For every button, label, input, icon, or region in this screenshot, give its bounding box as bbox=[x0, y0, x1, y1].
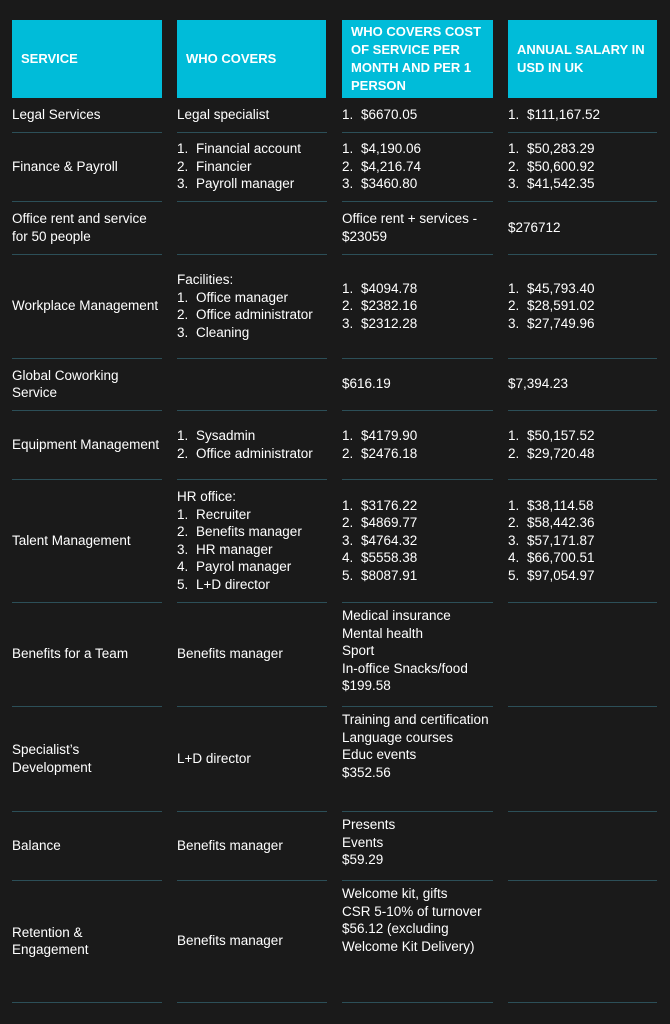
row-divider bbox=[508, 479, 657, 480]
service-name: Equipment Management bbox=[12, 436, 160, 452]
row-divider bbox=[342, 706, 493, 707]
cost-cell bbox=[342, 414, 490, 475]
list-item: 1. $4,190.06 bbox=[342, 141, 422, 157]
cost-cell bbox=[342, 362, 490, 406]
text-line: Presents bbox=[342, 817, 396, 832]
row-divider bbox=[177, 201, 327, 202]
row-divider bbox=[177, 1002, 327, 1003]
row-divider bbox=[177, 602, 327, 603]
salary-cell bbox=[508, 606, 653, 702]
who-covers-cell bbox=[177, 710, 325, 807]
row-divider bbox=[12, 410, 162, 411]
list-item: 1. $45,793.40 bbox=[508, 280, 595, 296]
row-divider bbox=[342, 201, 493, 202]
list-item: 1. $3176.22 bbox=[342, 497, 418, 513]
salary-cell bbox=[508, 710, 653, 807]
row-divider bbox=[508, 201, 657, 202]
text-line: Events bbox=[342, 834, 384, 850]
who-covers-cell bbox=[177, 102, 325, 128]
text-line: In-office Snacks/food bbox=[342, 660, 468, 676]
cost-cell bbox=[342, 711, 490, 808]
list-item: 2. $2382.16 bbox=[342, 298, 418, 314]
row-divider bbox=[177, 132, 327, 133]
list-item: 2. $2476.18 bbox=[342, 445, 418, 461]
service-name: Legal Services bbox=[12, 107, 101, 123]
text-line: $352.56 bbox=[342, 764, 391, 780]
header-cost: WHO COVERS COST OF SERVICE PER MONTH AND PER 1 PERSON bbox=[342, 20, 493, 98]
list-item: 1. $50,157.52 bbox=[508, 428, 595, 443]
row-divider bbox=[177, 479, 327, 480]
list-item: 3. $4764.32 bbox=[342, 532, 418, 548]
row-divider bbox=[508, 254, 657, 255]
text-line: $199.58 bbox=[342, 678, 391, 693]
cost-cell bbox=[342, 885, 490, 999]
service-name: Balance bbox=[12, 837, 61, 853]
text-line: $56.12 (excluding Welcome Kit Delivery) bbox=[342, 921, 475, 954]
salary-cell bbox=[508, 815, 653, 876]
row-divider bbox=[12, 132, 162, 133]
who-covers-cell bbox=[177, 884, 325, 998]
list-item: 1. $50,283.29 bbox=[508, 141, 595, 157]
list-item: 4. $5558.38 bbox=[342, 550, 418, 566]
list-item: 2. $50,600.92 bbox=[508, 158, 595, 174]
row-divider bbox=[508, 880, 657, 881]
service-name: Benefits for a Team bbox=[12, 646, 129, 662]
text-line: Training and certification bbox=[342, 712, 489, 727]
row-divider bbox=[12, 880, 162, 881]
list-item: 5. $8087.91 bbox=[342, 567, 418, 583]
list-item: 1. Recruiter bbox=[177, 506, 251, 522]
row-divider bbox=[508, 602, 657, 603]
list-item: 1. Financial account bbox=[177, 141, 302, 157]
cost-cell bbox=[342, 258, 490, 354]
salary-cell bbox=[508, 884, 653, 998]
list-item: 2. $4,216.74 bbox=[342, 158, 422, 174]
cost-cell bbox=[342, 607, 490, 703]
row-divider bbox=[342, 132, 493, 133]
list-item: 2. $4869.77 bbox=[342, 515, 418, 531]
row-divider bbox=[342, 811, 493, 812]
cost-cell bbox=[342, 102, 490, 128]
who-title: HR office: bbox=[177, 489, 237, 504]
salary-cell bbox=[508, 258, 653, 354]
header-who-covers: WHO COVERS bbox=[177, 20, 326, 98]
text-line: $616.19 bbox=[342, 376, 391, 392]
list-item: 3. $27,749.96 bbox=[508, 315, 595, 331]
text-line: Benefits manager bbox=[177, 933, 283, 949]
row-divider bbox=[342, 358, 493, 359]
list-item: 4. Payrol manager bbox=[177, 559, 292, 574]
list-item: 1. $4094.78 bbox=[342, 280, 418, 296]
who-covers-cell bbox=[177, 483, 325, 598]
row-divider bbox=[12, 201, 162, 202]
list-item: 1. $38,114.58 bbox=[508, 497, 594, 513]
row-divider bbox=[177, 706, 327, 707]
row-divider bbox=[342, 602, 493, 603]
row-divider bbox=[12, 1002, 162, 1003]
list-item: 3. $3460.80 bbox=[342, 176, 418, 192]
service-name: Finance & Payroll bbox=[12, 158, 118, 174]
service-name: Specialist’s Development bbox=[12, 742, 92, 775]
row-divider bbox=[342, 1002, 493, 1003]
list-item: 4. $66,700.51 bbox=[508, 550, 595, 566]
list-item: 2. Financier bbox=[177, 158, 252, 174]
list-item: 2. $28,591.02 bbox=[508, 298, 595, 314]
text-line: CSR 5-10% of turnover bbox=[342, 903, 482, 919]
row-divider bbox=[342, 880, 493, 881]
list-item: 5. $97,054.97 bbox=[508, 567, 595, 583]
text-line: Legal specialist bbox=[177, 107, 270, 123]
text-line: Sport bbox=[342, 643, 375, 658]
row-divider bbox=[177, 410, 327, 411]
row-divider bbox=[508, 706, 657, 707]
list-item: 1. Sysadmin bbox=[177, 428, 256, 443]
list-item: 3. Cleaning bbox=[177, 324, 250, 340]
cost-cell bbox=[342, 136, 490, 197]
row-divider bbox=[342, 479, 493, 480]
row-divider bbox=[12, 602, 162, 603]
text-line: Mental health bbox=[342, 625, 424, 641]
list-item: 3. $41,542.35 bbox=[508, 176, 595, 192]
list-item: 5. L+D director bbox=[177, 576, 270, 592]
list-item: 3. HR manager bbox=[177, 541, 273, 557]
salary-cell bbox=[508, 136, 653, 197]
text-line: Educ events bbox=[342, 747, 417, 762]
list-item: 1. Office manager bbox=[177, 289, 289, 305]
salary-cell bbox=[508, 102, 653, 128]
list-item: 2. Office administrator bbox=[177, 445, 313, 461]
row-divider bbox=[508, 410, 657, 411]
salary-cell bbox=[508, 483, 653, 598]
service-name: Retention & Engagement bbox=[12, 924, 89, 957]
text-line: $7,394.23 bbox=[508, 376, 569, 392]
text-line: Benefits manager bbox=[177, 646, 283, 662]
text-line: Office rent + services - $23059 bbox=[342, 211, 478, 244]
cost-cell bbox=[342, 205, 490, 250]
who-covers-cell bbox=[177, 136, 325, 197]
who-title: Facilities: bbox=[177, 272, 234, 287]
who-covers-cell bbox=[177, 205, 325, 250]
row-divider bbox=[12, 479, 162, 480]
row-divider bbox=[12, 358, 162, 359]
service-name: Talent Management bbox=[12, 532, 131, 548]
row-divider bbox=[342, 254, 493, 255]
row-divider bbox=[177, 811, 327, 812]
row-divider bbox=[508, 358, 657, 359]
list-item: 3. $2312.28 bbox=[342, 315, 418, 331]
service-name: Global Coworking Service bbox=[12, 367, 119, 400]
row-divider bbox=[508, 1002, 657, 1003]
list-item: 2. Benefits manager bbox=[177, 524, 302, 539]
who-covers-cell bbox=[177, 258, 325, 354]
who-covers-cell bbox=[177, 362, 325, 406]
list-item: 2. $58,442.36 bbox=[508, 515, 595, 531]
service-name: Office rent and service for 50 people bbox=[12, 211, 147, 244]
list-item: 1. $4179.90 bbox=[342, 428, 418, 443]
row-divider bbox=[177, 358, 327, 359]
row-divider bbox=[342, 410, 493, 411]
row-divider bbox=[508, 132, 657, 133]
text-line: Medical insurance bbox=[342, 608, 451, 623]
row-divider bbox=[12, 811, 162, 812]
who-covers-cell bbox=[177, 815, 325, 876]
salary-cell bbox=[508, 362, 653, 406]
row-divider bbox=[12, 706, 162, 707]
text-line: Welcome kit, gifts bbox=[342, 886, 448, 901]
row-divider bbox=[177, 254, 327, 255]
row-divider bbox=[12, 254, 162, 255]
header-salary: ANNUAL SALARY IN USD IN UK bbox=[508, 20, 657, 98]
cost-cell bbox=[342, 483, 490, 598]
list-item: 1. $6670.05 bbox=[342, 107, 418, 123]
text-line: L+D director bbox=[177, 750, 251, 766]
row-divider bbox=[508, 811, 657, 812]
text-line: Benefits manager bbox=[177, 837, 283, 853]
salary-cell bbox=[508, 205, 653, 250]
text-line: $59.29 bbox=[342, 852, 384, 867]
cost-cell bbox=[342, 816, 490, 877]
who-covers-cell bbox=[177, 414, 325, 475]
list-item: 3. Payroll manager bbox=[177, 176, 295, 192]
list-item: 2. $29,720.48 bbox=[508, 445, 595, 461]
who-covers-cell bbox=[177, 606, 325, 702]
list-item: 1. $111,167.52 bbox=[508, 107, 601, 123]
list-item: 2. Office administrator bbox=[177, 307, 313, 322]
row-divider bbox=[177, 880, 327, 881]
list-item: 3. $57,171.87 bbox=[508, 532, 595, 548]
header-service: SERVICE bbox=[12, 20, 162, 98]
text-line: $276712 bbox=[508, 219, 561, 235]
salary-cell bbox=[508, 414, 653, 475]
text-line: Language courses bbox=[342, 729, 454, 745]
service-name: Workplace Management bbox=[12, 298, 159, 314]
